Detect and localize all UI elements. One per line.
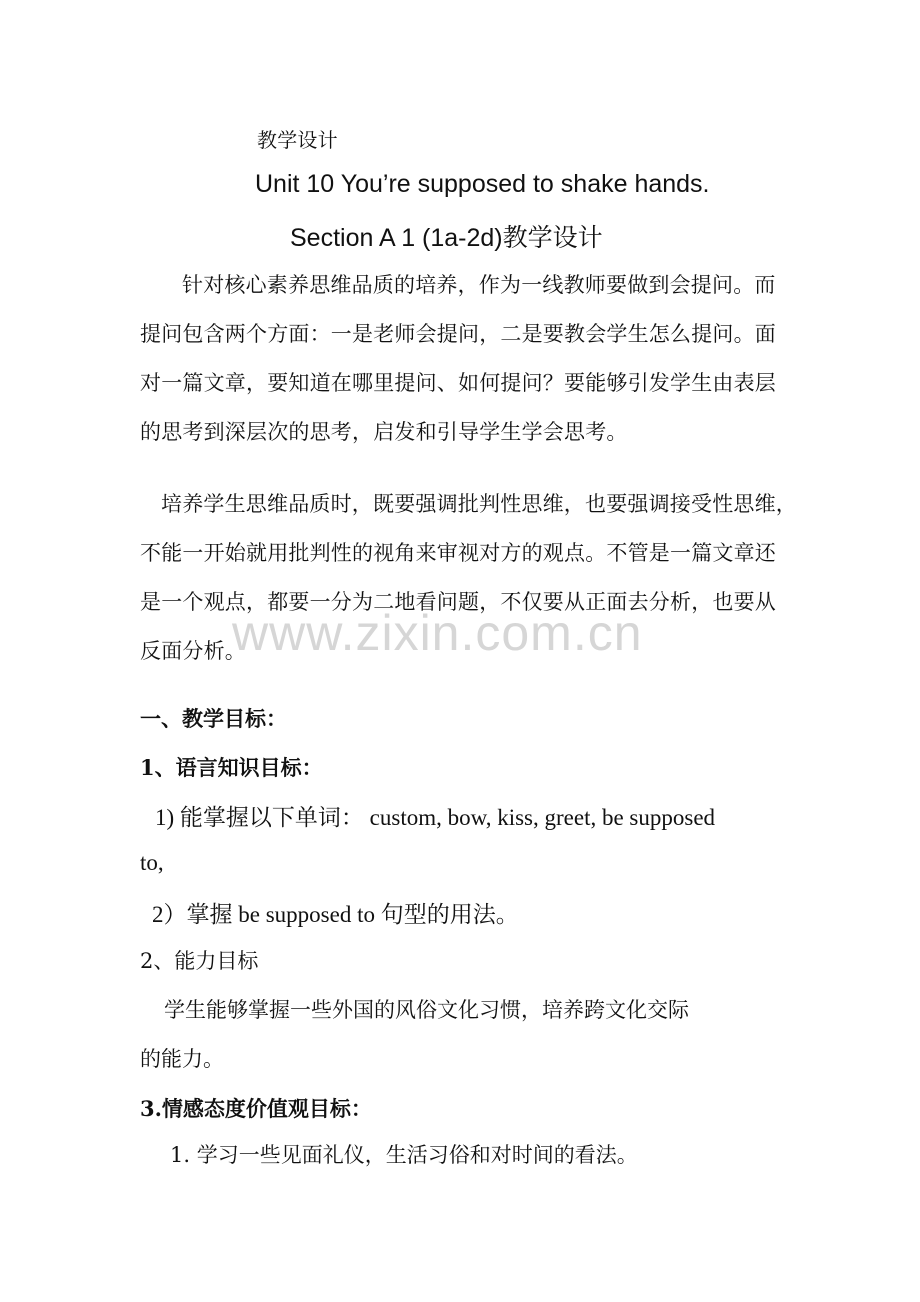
emotion-item1: 1. 学习一些见面礼仪，生活习俗和对时间的看法。: [170, 1143, 638, 1167]
intro-p2-line1: 培养学生思维品质时，既要强调批判性思维，也要强调接受性思维，: [161, 492, 797, 516]
intro-p1-line2: 提问包含两个方面：一是老师会提问，二是要教会学生怎么提问。面: [140, 322, 776, 346]
unit-title: Unit 10 You’re supposed to shake hands.: [255, 170, 710, 198]
language-objectives-heading: 1、语言知识目标：: [140, 755, 323, 780]
intro-p1-line1: 针对核心素养思维品质的培养，作为一线教师要做到会提问。而: [182, 273, 776, 297]
language-item1-line1: 1) 能掌握以下单词： custom, bow, kiss, greet, be supposed: [155, 805, 716, 830]
ability-objectives-heading: 2、能力目标: [140, 949, 259, 973]
intro-p1-line4: 的思考到深层次的思考，启发和引导学生学会思考。: [140, 420, 628, 444]
intro-p2-line4: 反面分析。: [140, 639, 246, 663]
section-title: Section A 1 (1a-2d)教学设计: [290, 224, 603, 252]
intro-p1-line3: 对一篇文章，要知道在哪里提问、如何提问？要能够引发学生由表层: [140, 371, 776, 395]
intro-p2-line3: 是一个观点，都要一分为二地看问题，不仅要从正面去分析，也要从: [140, 590, 776, 614]
emotion-objectives-heading: 3.情感态度价值观目标：: [140, 1096, 372, 1121]
doc-label: 教学设计: [257, 128, 338, 152]
ability-text-line1: 学生能够掌握一些外国的风俗文化习惯，培养跨文化交际: [164, 998, 689, 1022]
watermark: www.zixin.com.cn: [232, 605, 643, 661]
language-item2: 2）掌握 be supposed to 句型的用法。: [152, 902, 519, 927]
language-item1-line2: to,: [140, 850, 164, 875]
ability-text-line2: 的能力。: [140, 1047, 224, 1071]
intro-p2-line2: 不能一开始就用批判性的视角来审视对方的观点。不管是一篇文章还: [140, 541, 776, 565]
objectives-heading: 一、教学目标：: [140, 706, 287, 731]
